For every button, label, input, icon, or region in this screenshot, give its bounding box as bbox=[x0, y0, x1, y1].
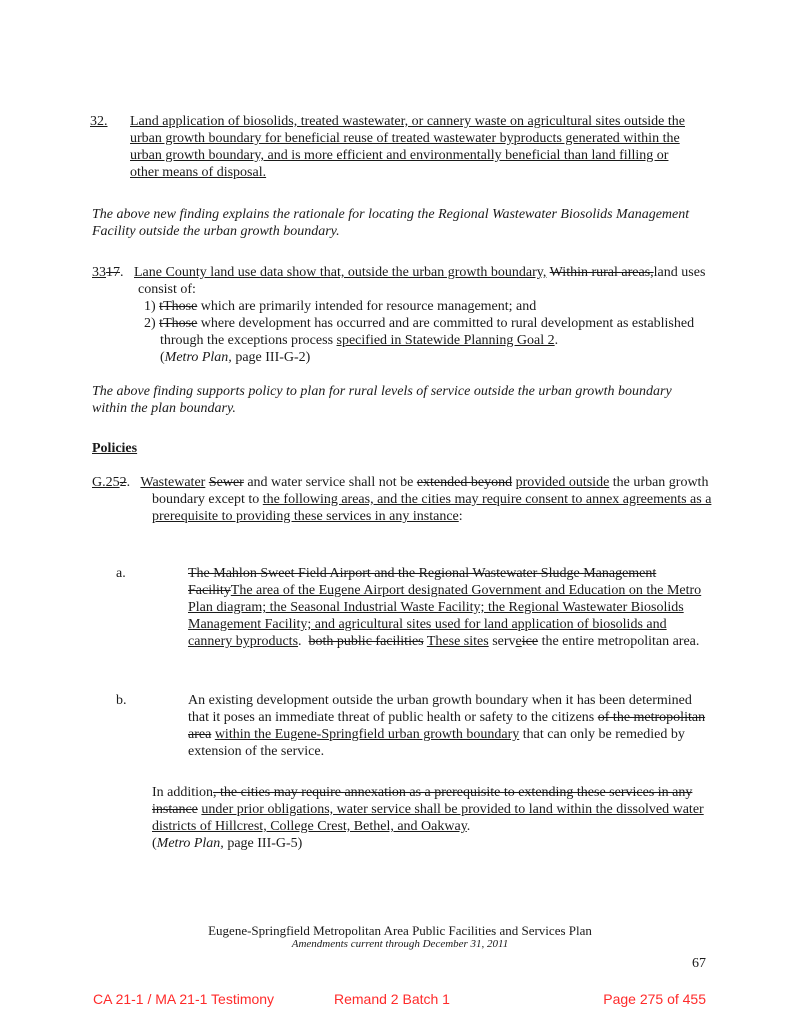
finding-number: 32. bbox=[90, 114, 108, 129]
finding-text: Land application of biosolids, treated wastewater, or cannery waste on agricultural sites outside the urban growth boundary for beneficial reuse of treated wastewater byproducts generated within the urban growth boundary, and is more efficient and environmentally beneficial than land filling or other means of disposal. bbox=[130, 114, 685, 180]
finding-number-old: 17 bbox=[106, 265, 120, 280]
policy-g25-addition: In addition, the cities may require annexation as a prerequisite to extending these services in any instance under prior obligations, water service shall be provided to land within the dissolved water districts of Hillcrest, College Crest, Bethel, and Oakway. (Metro Plan, page III-G-5) bbox=[152, 784, 712, 852]
policy-g25-citation: (Metro Plan, page III-G-5) bbox=[152, 836, 303, 851]
policies-heading: Policies bbox=[92, 441, 138, 456]
policy-g25-item-a: a. The Mahlon Sweet Field Airport and the Regional Wastewater Sludge Management FacilityThe area of the Eugene Airport designated Government and Education on the Metro Plan diagram; the Seasonal Industrial Waste Facility; the Regional Wastewater Biosolids Management Facility; and agricultural sites used for land application of biosolids and cannery byproducts. both public facilities These sites serveice the entire metropolitan area. bbox=[116, 566, 702, 649]
footer-subtitle: Amendments current through December 31, 2011 bbox=[291, 938, 509, 950]
finding-33-list-item-2: 2) tThose where development has occurred and are committed to rural development as established through the exceptions process specified in Statewide Planning Goal 2. bbox=[144, 316, 695, 348]
footer-title: Eugene-Springfield Metropolitan Area Public Facilities and Services Plan bbox=[208, 923, 592, 938]
policy-g25: G.252. Wastewater Sewer and water service shall not be extended beyond provided outside the urban growth boundary except to the following areas, and the cities may require consent to annex agreements as a prerequisite to providing these services in any instance: bbox=[92, 475, 712, 524]
finding-lead-underlined: Lane County land use data show that, outside the urban growth boundary, bbox=[134, 265, 547, 280]
testimony-stamp: CA 21-1 / MA 21-1 Testimony bbox=[93, 991, 275, 1007]
policy-number-old: 2 bbox=[119, 475, 127, 490]
policy-g25-item-b: b. An existing development outside the urban growth boundary when it has been determined that it poses an immediate threat of public health or safety to the citizens of the metropolitan area within the Eugene-Springfield urban growth boundary that can only be remedied by extension of the service. bbox=[116, 693, 706, 759]
finding-note-2: The above finding supports policy to plan for rural levels of service outside the urban growth boundary within the plan boundary. bbox=[92, 384, 672, 416]
page-number: 67 bbox=[692, 956, 706, 971]
batch-stamp: Remand 2 Batch 1 bbox=[334, 991, 450, 1007]
finding-note-1: The above new finding explains the rationale for locating the Regional Wastewater Biosolids Management Facility outside the urban growth boundary. bbox=[92, 207, 690, 239]
finding-33: 3317. Lane County land use data show that, outside the urban growth boundary, Within rural areas,land uses consist of: 1) tThose which are primarily intended for resource management; and 2) tThose where development has occurred and are committed to rural development as established through the exceptions process specified in Statewide Planning Goal 2. (Metro Plan, page III-G-2) bbox=[92, 264, 717, 366]
finding-lead-struck: Within rural areas, bbox=[549, 265, 654, 280]
finding-number-new: 33 bbox=[92, 265, 106, 280]
policy-number-new: G.25 bbox=[92, 475, 120, 490]
page-of-stamp: Page 275 of 455 bbox=[603, 991, 706, 1007]
finding-33-list-item-1: 1) tThose which are primarily intended for resource management; and bbox=[144, 299, 537, 314]
finding-33-citation: (Metro Plan, page III-G-2) bbox=[160, 350, 311, 365]
finding-32 bbox=[90, 113, 700, 181]
